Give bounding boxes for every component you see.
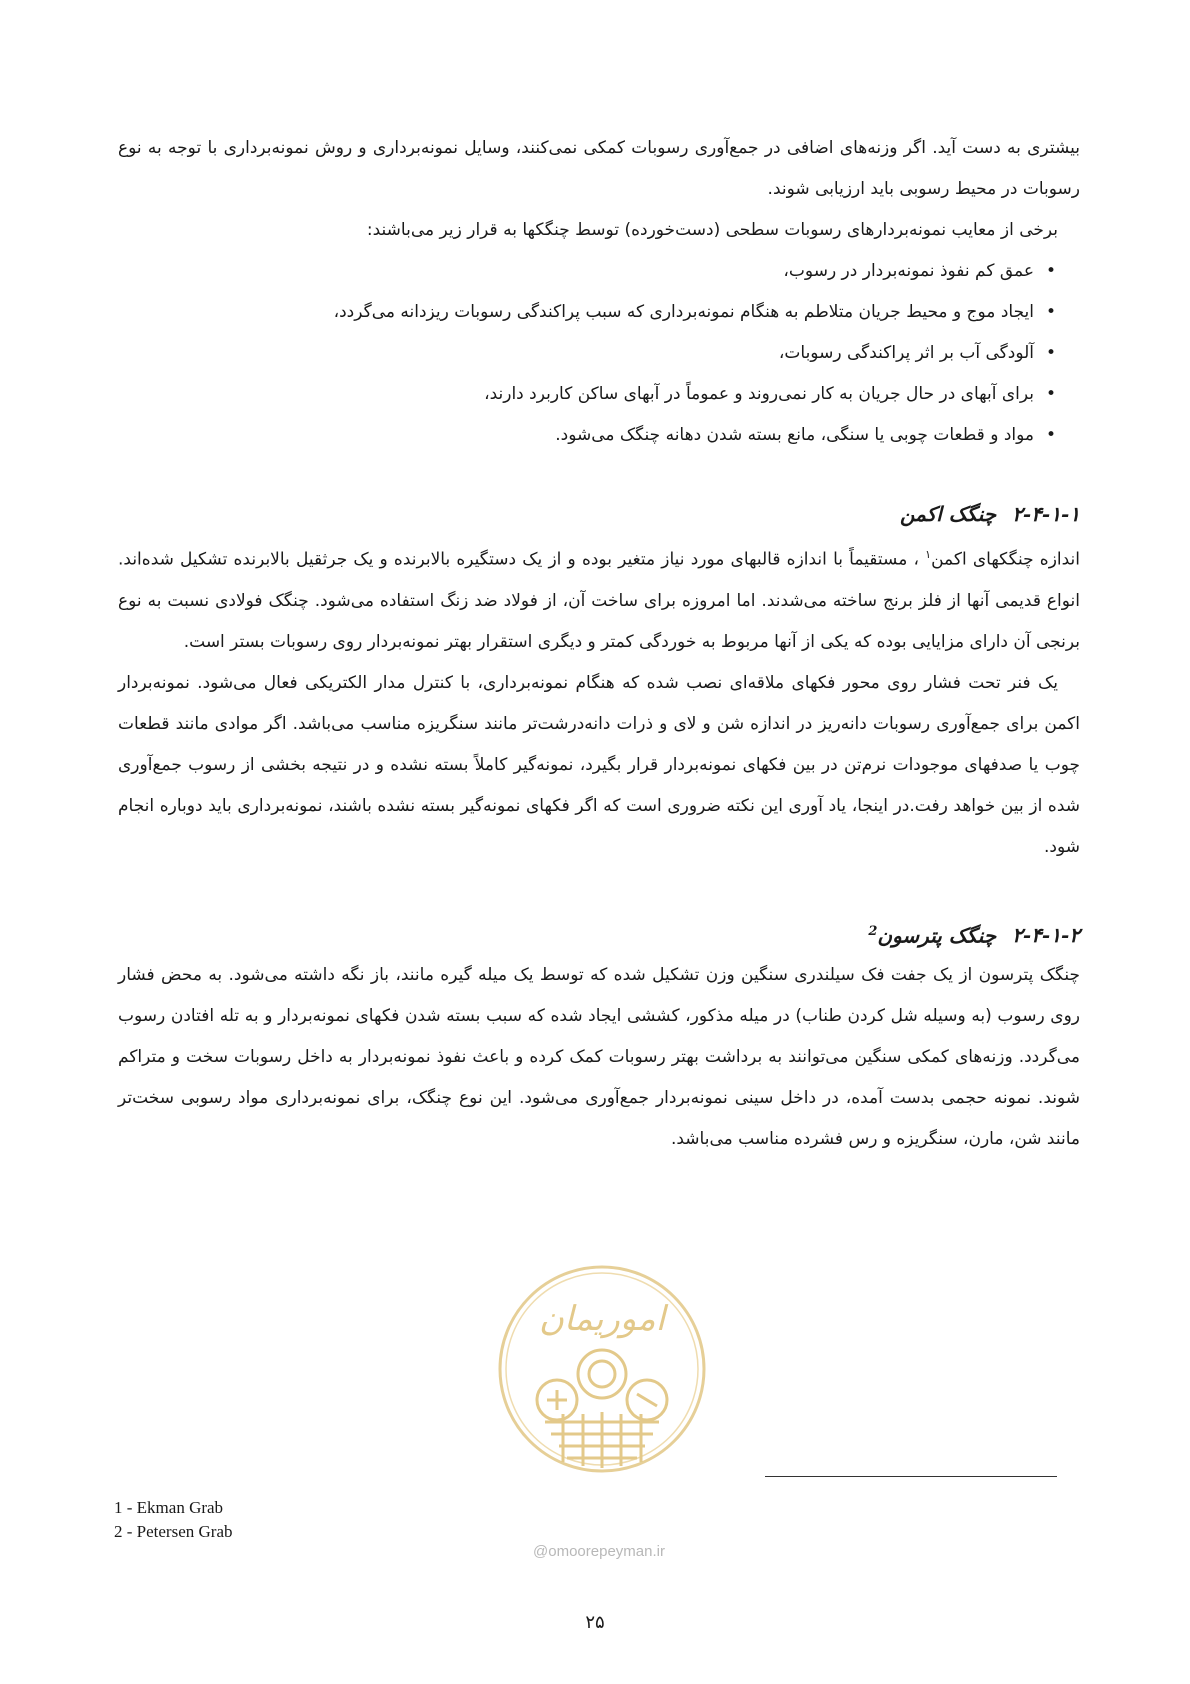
list-item: • ایجاد موج و محیط جریان متلاطم به هنگام نمونه‌برداری که سبب پراکندگی رسوبات ریزدانه می‌گردد، xyxy=(118,292,1056,333)
page-number: ۲۵ xyxy=(585,1612,605,1633)
footnote-1: 1 - Ekman Grab xyxy=(114,1498,224,1517)
text-segment: اندازه چنگکهای اکمن xyxy=(931,549,1081,570)
logo-text: اموریمان xyxy=(538,1299,666,1339)
section-number: ۲-۴-۱-۱ xyxy=(1012,502,1080,526)
footnote-divider xyxy=(765,1476,1057,1477)
footnote-2: 2 - Petersen Grab xyxy=(114,1522,233,1541)
list-item: • آلودگی آب بر اثر پراکندگی رسوبات، xyxy=(118,333,1056,374)
disadvantages-list xyxy=(118,251,1080,456)
paragraph-ekman-2: یک فنر تحت فشار روی محور فکهای ملاقه‌ای نصب شده که هنگام نمونه‌برداری، با کنترل مدار الکتریکی فعال می‌شود. نمونه‌بردار اکمن برای جمع‌آوری رسوبات دانه‌ریز در اندازه شن و لای و ذرات دانه‌درشت‌تر مانند سنگریزه مناسب می‌باشد. اگر موادی مانند قطعات چوب یا صدفهای موجودات نرم‌تن در بین فکهای نمونه‌بردار قرار بگیرد، نمونه‌گیر کاملاً بسته نشده و در نتیجه بخشی از رسوب جمع‌آوری شده از بین خواهد رفت.در اینجا، یاد آوری این نکته ضروری است که اگر فکهای نمونه‌گیر بسته نشده باشند، نمونه‌برداری باید دوباره انجام شود. xyxy=(118,672,1080,857)
list-item: • مواد و قطعات چوبی یا سنگی، مانع بسته شدن دهانه چنگک می‌شود. xyxy=(118,415,1056,456)
paragraph-top: بیشتری به دست آید. اگر وزنه‌های اضافی در جمع‌آوری رسوبات کمکی نمی‌کنند، وسایل نمونه‌برداری و روش نمونه‌برداری با توجه به نوع رسوبات در محیط رسوبی باید ارزیابی شوند. xyxy=(118,138,1080,199)
section-number: ۲-۴-۱-۲ xyxy=(1012,923,1080,948)
list-item: • عمق کم نفوذ نمونه‌بردار در رسوب، xyxy=(118,251,1056,292)
section-title: چنگک پترسون xyxy=(877,923,997,948)
text-segment: ، مستقیماً با اندازه قالبهای مورد نیاز متغیر بوده و از یک دستگیره بالابرنده و یک جرثقیل بالابرنده تشکیل شده‌اند. انواع قدیمی آنها از فلز برنج ساخته می‌شدند. اما امروزه برای ساخت آن، از فولاد ضد زنگ استفاده می‌شود. چنگک فولادی نسبت به نوع برنجی آن دارای مزایایی بوده که یکی از آنها مربوط به خوردگی کمتر و دیگری استقرار بهتر نمونه‌بردار روی رسوبات بستر است. xyxy=(118,549,1080,652)
list-intro: برخی از معایب نمونه‌بردارهای رسوبات سطحی (دست‌خورده) توسط چنگکها به قرار زیر می‌باشند: xyxy=(366,220,1058,240)
section-heading-petersen xyxy=(118,912,1080,956)
gear-scale-logo-icon xyxy=(495,1262,710,1477)
footnote-ref: 2 xyxy=(868,923,878,939)
section-heading-ekman xyxy=(118,494,1080,534)
section-title: چنگک اکمن xyxy=(899,502,997,526)
watermark-caption: @omoorepeyman.ir xyxy=(533,1543,665,1560)
footnotes xyxy=(114,1496,233,1544)
page-content xyxy=(118,128,1080,1160)
footnote-ref: ۱ xyxy=(925,548,932,561)
paragraph-petersen: چنگک پترسون از یک جفت فک سیلندری سنگین وزن تشکیل شده که توسط یک میله گیره مانند، باز نگه داشته می‌شود. به محض فشار روی رسوب (به وسیله شل کردن طناب) در میله مذکور، کششی ایجاد شده که سبب بسته شدن فکهای نمونه‌بردار و به تله افتادن رسوب می‌گردد. وزنه‌های کمکی سنگین می‌توانند به برداشت بهتر رسوبات کمک کرده و باعث نفوذ نمونه‌بردار به داخل رسوبات سخت و متراکم شوند. نمونه حجمی بدست آمده، در داخل سینی نمونه‌بردار جمع‌آوری می‌شود. این نوع چنگک، برای نمونه‌برداری مواد رسوبی سخت‌تر مانند شن، مارن، سنگریزه و رس فشرده مناسب می‌باشد. xyxy=(118,965,1080,1150)
list-item: • برای آبهای در حال جریان به کار نمی‌روند و عموماً در آبهای ساکن کاربرد دارند، xyxy=(118,374,1056,415)
paragraph-ekman-1 xyxy=(118,534,1080,663)
